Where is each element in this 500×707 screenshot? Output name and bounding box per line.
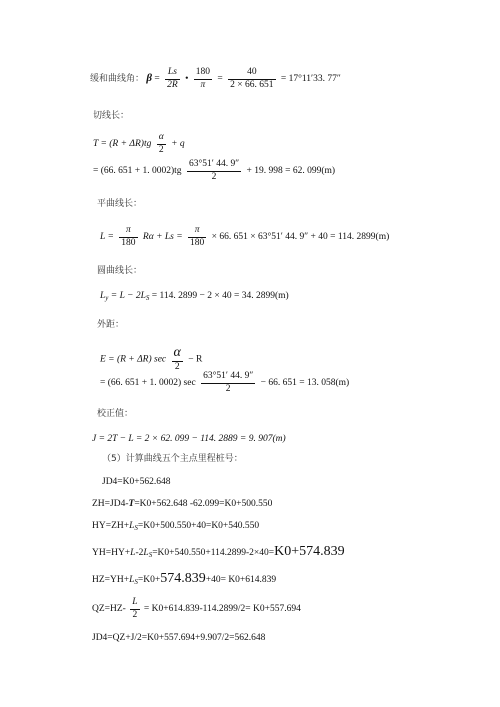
beta-label: 缓和曲线角： [90,74,145,85]
fraction-40: $\frac{40}{2 \times 66. 651}$ [230,67,274,90]
correction-formula: J = 2T − L = 2 × 62. 099 − 114. 2889 = 9. 907(m) [92,434,286,444]
circular-label: 圆曲线长： [97,266,143,276]
station-yh: $YH=HY+L-2L_S=K0+540.550+114.2899-2\times 40=K0+574.839$ [92,544,345,559]
eq-sign: = [217,74,223,85]
external-formula: E = (R + ΔR) sec $\frac{\alpha}{2}$ − R [100,345,203,372]
tangent-formula: T = (R + ΔR)tg $\frac{\alpha}{2}$ + q [93,132,185,155]
beta-result: = 17°11′33. 77″ [280,74,341,85]
station-jd4: JD4=K0+562.648 [102,477,171,487]
circular-formula: $L_y = L - 2L_S = 114$. 2899 − 2 × 40 = 34. 2899(m) [100,291,289,302]
station-zh: ZH=JD4-T=K0+562.648 -62.099=K0+500.550 [92,499,273,509]
correction-label: 校正值： [97,409,134,419]
station-hz: $HZ=YH+L_S=K0+574.839+40= K0+614.839$ [92,571,277,586]
station-jd4-check: JD4=QZ+J/2=K0+557.694+9.907/2=562.648 [92,633,266,643]
fraction-180-pi: $\frac{180}{\pi}$ [195,67,211,90]
station-hy: $HY=ZH+L_S=K0+500.550+40=K0+540.550$ [92,521,260,532]
beta-line [90,68,341,90]
station-qz: QZ=HZ- $\frac{L}{2}$ = K0+614.839-114.2899/2= K0+557.694 [92,597,301,620]
external-calc: = (66. 651 + 1. 0002) sec $\frac{63^\circ 51' 44. 9''}{2}$ − 66. 651 = 13. 058(m) [100,371,350,394]
tangent-calc: = (66. 651 + 1. 0002)tg $\frac{63^\circ 51' 44. 9''}{2}$ + 19. 998 = 62. 099(m) [93,159,336,182]
plane-label: 平曲线长： [97,199,143,209]
external-label: 外距： [97,320,125,330]
beta-symbol: β [146,72,153,85]
dot-operator: • [185,74,189,85]
fraction-ls-2r: $\frac{Ls}{2R}$ [167,67,178,90]
plane-formula: L = $\frac{\pi}{180}$ Rα + Ls = $\frac{\pi}{180}$ × 66. 651 × 63°51′ 44. 9″ + 40 = 114. 2899(m) [100,225,390,248]
eq-sign: = [154,74,160,85]
tangent-label: 切线长： [93,111,130,121]
section-title: （5）计算曲线五个主点里程桩号： [102,454,243,464]
